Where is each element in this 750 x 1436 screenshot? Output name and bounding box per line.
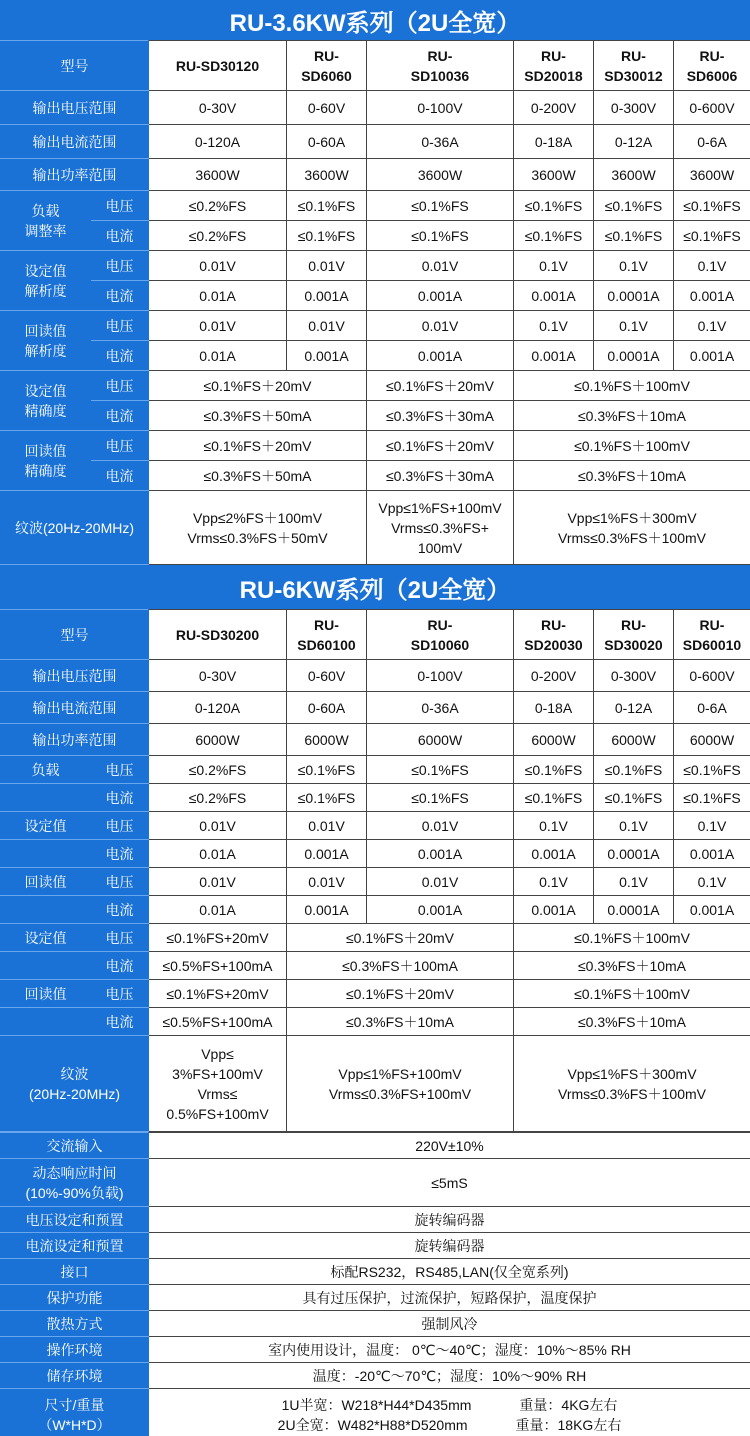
value-cell: ≤0.1%FS＋100mV bbox=[514, 980, 750, 1008]
value-cell: 0.1V bbox=[674, 251, 750, 281]
value-cell: 0-60V bbox=[287, 660, 367, 692]
value-cell: 0.01V bbox=[287, 868, 367, 896]
value-cell: 0.01V bbox=[149, 251, 287, 281]
group-label: 设定值 解析度 bbox=[1, 251, 91, 311]
value-cell: 0-60A bbox=[287, 125, 367, 159]
value-cell: ≤0.2%FS bbox=[149, 756, 287, 784]
value-cell: ≤0.1%FS+20mV bbox=[149, 924, 287, 952]
value-cell: 0.001A bbox=[674, 896, 750, 924]
value-cell: 0.01V bbox=[367, 251, 514, 281]
value-cell: 0.01A bbox=[149, 281, 287, 311]
sub-label: 电压 bbox=[91, 756, 149, 784]
size-weight-row bbox=[1, 1389, 750, 1436]
sub-label: 电压 bbox=[91, 868, 149, 896]
value-cell: Vpp≤2%FS＋100mV Vrms≤0.3%FS＋50mV bbox=[149, 491, 367, 565]
value-cell: ≤0.3%FS＋10mA bbox=[287, 1008, 514, 1036]
value-cell: ≤0.1%FS bbox=[594, 756, 674, 784]
common-row bbox=[1, 1285, 750, 1311]
value-cell: 0.01V bbox=[149, 812, 287, 840]
value-cell: 0-6A bbox=[674, 692, 750, 724]
sub-label: 电流 bbox=[91, 952, 149, 980]
half-dims: 1U半宽：W218*H44*D435mm bbox=[281, 1396, 472, 1413]
value-cell: ≤0.1%FS bbox=[594, 784, 674, 812]
value-cell: ≤0.1%FS bbox=[594, 221, 674, 251]
common-label: 交流输入 bbox=[1, 1133, 149, 1159]
group-label: 设定值 精确度 bbox=[1, 371, 91, 431]
common-spec-table bbox=[0, 1132, 750, 1436]
group-label: 回读值 精确度 bbox=[1, 431, 91, 491]
common-value: 温度：-20℃～70℃；湿度：10%～90% RH bbox=[149, 1363, 750, 1389]
value-cell: 0.01V bbox=[287, 311, 367, 341]
read-res-voltage-row bbox=[1, 311, 750, 341]
sub-label: 电流 bbox=[91, 281, 149, 311]
value-cell: 0.0001A bbox=[594, 840, 674, 868]
full-weight: 重量：18KG左右 bbox=[515, 1416, 622, 1433]
value-cell: 0-200V bbox=[514, 660, 594, 692]
current-range-row bbox=[1, 125, 750, 159]
model-cell: RU- SD10036 bbox=[367, 41, 514, 91]
group-label: 设定值 bbox=[1, 924, 91, 952]
value-cell: 6000W bbox=[594, 724, 674, 756]
model-label: 型号 bbox=[1, 41, 149, 91]
group-label-empty bbox=[1, 1008, 91, 1036]
value-cell: ≤0.1%FS bbox=[514, 756, 594, 784]
series-title-3.6kw: RU-3.6KW系列（2U全宽） bbox=[0, 0, 750, 40]
value-cell: 0-100V bbox=[367, 660, 514, 692]
size-label: 尺寸/重量 （W*H*D） bbox=[1, 1389, 149, 1436]
common-label: 电压设定和预置 bbox=[1, 1207, 149, 1233]
value-cell: 0-60A bbox=[287, 692, 367, 724]
load-reg-current-row bbox=[1, 784, 750, 812]
value-cell: 0-200V bbox=[514, 91, 594, 125]
common-value: 旋转编码器 bbox=[149, 1207, 750, 1233]
ripple-row bbox=[1, 491, 750, 565]
value-cell: Vpp≤1%FS+100mV Vrms≤0.3%FS+ 100mV bbox=[367, 491, 514, 565]
value-cell: 0-30V bbox=[149, 91, 287, 125]
value-cell: ≤0.1%FS bbox=[674, 221, 750, 251]
size-line-full bbox=[150, 1415, 749, 1435]
value-cell: ≤0.2%FS bbox=[149, 191, 287, 221]
set-acc-current-row bbox=[1, 952, 750, 980]
value-cell: ≤0.2%FS bbox=[149, 221, 287, 251]
sub-label: 电压 bbox=[91, 311, 149, 341]
value-cell: ≤0.1%FS＋100mV bbox=[514, 924, 750, 952]
value-cell: 3600W bbox=[367, 159, 514, 191]
value-cell: 0.001A bbox=[514, 341, 594, 371]
value-cell: 0.001A bbox=[287, 281, 367, 311]
model-row bbox=[1, 610, 750, 660]
value-cell: 0.001A bbox=[287, 896, 367, 924]
common-label: 储存环境 bbox=[1, 1363, 149, 1389]
model-cell: RU- SD10060 bbox=[367, 610, 514, 660]
model-cell: RU- SD60010 bbox=[674, 610, 750, 660]
sub-label: 电压 bbox=[91, 431, 149, 461]
row-label: 纹波 (20Hz-20MHz) bbox=[1, 1036, 149, 1132]
ripple-row bbox=[1, 1036, 750, 1132]
value-cell: ≤0.3%FS＋50mA bbox=[149, 401, 367, 431]
voltage-range-row bbox=[1, 660, 750, 692]
group-label: 负载 bbox=[1, 756, 91, 784]
sub-label: 电流 bbox=[91, 784, 149, 812]
group-label-empty bbox=[1, 952, 91, 980]
value-cell: Vpp≤1%FS＋300mV Vrms≤0.3%FS＋100mV bbox=[514, 1036, 750, 1132]
row-label: 输出功率范围 bbox=[1, 159, 149, 191]
group-label: 设定值 bbox=[1, 812, 91, 840]
common-label: 接口 bbox=[1, 1259, 149, 1285]
half-weight: 重量：4KG左右 bbox=[519, 1396, 618, 1413]
common-label: 保护功能 bbox=[1, 1285, 149, 1311]
value-cell: ≤0.1%FS＋20mV bbox=[367, 371, 514, 401]
row-label: 输出功率范围 bbox=[1, 724, 149, 756]
value-cell: ≤0.5%FS+100mA bbox=[149, 1008, 287, 1036]
size-value bbox=[149, 1389, 750, 1436]
read-res-current-row bbox=[1, 341, 750, 371]
value-cell: ≤0.1%FS＋20mV bbox=[367, 431, 514, 461]
row-label: 输出电流范围 bbox=[1, 125, 149, 159]
value-cell: ≤0.1%FS bbox=[674, 756, 750, 784]
value-cell: 0.1V bbox=[674, 868, 750, 896]
sub-label: 电压 bbox=[91, 191, 149, 221]
value-cell: ≤0.1%FS＋100mV bbox=[514, 431, 750, 461]
value-cell: 6000W bbox=[674, 724, 750, 756]
value-cell: 0-36A bbox=[367, 692, 514, 724]
row-label: 输出电流范围 bbox=[1, 692, 149, 724]
value-cell: ≤0.3%FS＋10mA bbox=[514, 1008, 750, 1036]
value-cell: ≤0.3%FS＋10mA bbox=[514, 952, 750, 980]
row-label: 输出电压范围 bbox=[1, 91, 149, 125]
model-cell: RU- SD6060 bbox=[287, 41, 367, 91]
sub-label: 电流 bbox=[91, 840, 149, 868]
row-label: 输出电压范围 bbox=[1, 660, 149, 692]
value-cell: 0.0001A bbox=[594, 341, 674, 371]
group-label: 负载 调整率 bbox=[1, 191, 91, 251]
value-cell: 0-12A bbox=[594, 692, 674, 724]
value-cell: 0.01V bbox=[367, 812, 514, 840]
value-cell: ≤0.1%FS bbox=[594, 191, 674, 221]
voltage-range-row bbox=[1, 91, 750, 125]
value-cell: 0-30V bbox=[149, 660, 287, 692]
common-label: 操作环境 bbox=[1, 1337, 149, 1363]
model-row bbox=[1, 41, 750, 91]
value-cell: ≤0.1%FS＋100mV bbox=[514, 371, 750, 401]
power-range-row bbox=[1, 724, 750, 756]
row-label: 纹波(20Hz-20MHz) bbox=[1, 491, 149, 565]
value-cell: 3600W bbox=[674, 159, 750, 191]
sub-label: 电流 bbox=[91, 221, 149, 251]
read-acc-voltage-row bbox=[1, 980, 750, 1008]
value-cell: ≤0.1%FS bbox=[367, 221, 514, 251]
value-cell: Vpp≤1%FS+100mV Vrms≤0.3%FS+100mV bbox=[287, 1036, 514, 1132]
current-range-row bbox=[1, 692, 750, 724]
common-row bbox=[1, 1337, 750, 1363]
common-value: 标配RS232，RS485,LAN(仅全宽系列) bbox=[149, 1259, 750, 1285]
value-cell: ≤0.1%FS＋20mV bbox=[287, 980, 514, 1008]
value-cell: ≤0.1%FS bbox=[287, 784, 367, 812]
power-range-row bbox=[1, 159, 750, 191]
size-line-half bbox=[150, 1395, 749, 1415]
value-cell: ≤0.3%FS＋30mA bbox=[367, 461, 514, 491]
value-cell: 0.001A bbox=[287, 341, 367, 371]
value-cell: 0-12A bbox=[594, 125, 674, 159]
value-cell: 0-18A bbox=[514, 692, 594, 724]
common-value: 强制风冷 bbox=[149, 1311, 750, 1337]
value-cell: ≤0.1%FS bbox=[287, 221, 367, 251]
value-cell: 0-100V bbox=[367, 91, 514, 125]
value-cell: ≤0.1%FS bbox=[287, 191, 367, 221]
model-cell: RU- SD30012 bbox=[594, 41, 674, 91]
value-cell: 0.001A bbox=[674, 341, 750, 371]
sub-label: 电压 bbox=[91, 251, 149, 281]
spec-table-6kw bbox=[0, 609, 750, 1132]
set-acc-voltage-row bbox=[1, 371, 750, 401]
value-cell: 0-18A bbox=[514, 125, 594, 159]
set-res-current-row bbox=[1, 840, 750, 868]
value-cell: ≤0.1%FS bbox=[287, 756, 367, 784]
value-cell: 0.001A bbox=[367, 281, 514, 311]
common-row bbox=[1, 1207, 750, 1233]
value-cell: 0.001A bbox=[367, 840, 514, 868]
value-cell: 0.1V bbox=[514, 311, 594, 341]
value-cell: 0.1V bbox=[514, 812, 594, 840]
common-row bbox=[1, 1159, 750, 1207]
sub-label: 电流 bbox=[91, 1008, 149, 1036]
value-cell: 0-6A bbox=[674, 125, 750, 159]
common-row bbox=[1, 1133, 750, 1159]
value-cell: ≤0.5%FS+100mA bbox=[149, 952, 287, 980]
value-cell: 6000W bbox=[367, 724, 514, 756]
value-cell: 0-60V bbox=[287, 91, 367, 125]
model-cell: RU- SD20018 bbox=[514, 41, 594, 91]
value-cell: ≤0.1%FS bbox=[367, 756, 514, 784]
common-value: 室内使用设计，温度： 0℃～40℃；湿度：10%～85% RH bbox=[149, 1337, 750, 1363]
value-cell: 0-300V bbox=[594, 660, 674, 692]
value-cell: 0-600V bbox=[674, 91, 750, 125]
value-cell: ≤0.3%FS＋30mA bbox=[367, 401, 514, 431]
value-cell: 0-120A bbox=[149, 692, 287, 724]
value-cell: 6000W bbox=[149, 724, 287, 756]
value-cell: 0.1V bbox=[594, 868, 674, 896]
value-cell: 0.01V bbox=[287, 251, 367, 281]
set-res-voltage-row bbox=[1, 251, 750, 281]
value-cell: ≤0.1%FS bbox=[514, 191, 594, 221]
value-cell: 0.001A bbox=[514, 896, 594, 924]
group-label-empty bbox=[1, 896, 91, 924]
value-cell: ≤0.1%FS bbox=[367, 784, 514, 812]
value-cell: 0.01V bbox=[149, 868, 287, 896]
common-row bbox=[1, 1233, 750, 1259]
sub-label: 电流 bbox=[91, 341, 149, 371]
value-cell: ≤0.1%FS bbox=[367, 191, 514, 221]
value-cell: 0.1V bbox=[674, 311, 750, 341]
read-acc-current-row bbox=[1, 461, 750, 491]
group-label: 回读值 bbox=[1, 980, 91, 1008]
sub-label: 电压 bbox=[91, 812, 149, 840]
value-cell: 0.1V bbox=[594, 251, 674, 281]
common-label: 动态响应时间 (10%-90%负载) bbox=[1, 1159, 149, 1207]
value-cell: 0.0001A bbox=[594, 281, 674, 311]
set-acc-voltage-row bbox=[1, 924, 750, 952]
value-cell: ≤0.1%FS＋20mV bbox=[287, 924, 514, 952]
value-cell: 0.01A bbox=[149, 341, 287, 371]
value-cell: ≤0.3%FS＋50mA bbox=[149, 461, 367, 491]
sub-label: 电压 bbox=[91, 371, 149, 401]
set-acc-current-row bbox=[1, 401, 750, 431]
value-cell: ≤0.1%FS＋20mV bbox=[149, 371, 367, 401]
value-cell: 0-120A bbox=[149, 125, 287, 159]
read-acc-voltage-row bbox=[1, 431, 750, 461]
value-cell: 0.01V bbox=[367, 311, 514, 341]
value-cell: 0.001A bbox=[674, 281, 750, 311]
value-cell: 0-36A bbox=[367, 125, 514, 159]
value-cell: 3600W bbox=[594, 159, 674, 191]
sub-label: 电流 bbox=[91, 461, 149, 491]
value-cell: 0.001A bbox=[367, 896, 514, 924]
model-cell: RU- SD20030 bbox=[514, 610, 594, 660]
spec-table-3.6kw bbox=[0, 40, 750, 565]
value-cell: ≤0.2%FS bbox=[149, 784, 287, 812]
model-cell: RU- SD60100 bbox=[287, 610, 367, 660]
read-res-voltage-row bbox=[1, 868, 750, 896]
common-value: 220V±10% bbox=[149, 1133, 750, 1159]
value-cell: 3600W bbox=[149, 159, 287, 191]
value-cell: 0.001A bbox=[287, 840, 367, 868]
value-cell: 0.01A bbox=[149, 840, 287, 868]
value-cell: ≤0.3%FS＋10mA bbox=[514, 461, 750, 491]
value-cell: 0.001A bbox=[674, 840, 750, 868]
sub-label: 电压 bbox=[91, 924, 149, 952]
sub-label: 电压 bbox=[91, 980, 149, 1008]
model-cell: RU-SD30200 bbox=[149, 610, 287, 660]
common-label: 散热方式 bbox=[1, 1311, 149, 1337]
value-cell: ≤0.1%FS bbox=[514, 221, 594, 251]
value-cell: 0.1V bbox=[674, 812, 750, 840]
value-cell: 0.001A bbox=[514, 281, 594, 311]
common-value: 旋转编码器 bbox=[149, 1233, 750, 1259]
load-reg-current-row bbox=[1, 221, 750, 251]
read-acc-current-row bbox=[1, 1008, 750, 1036]
value-cell: 3600W bbox=[287, 159, 367, 191]
value-cell: Vpp≤1%FS＋300mV Vrms≤0.3%FS＋100mV bbox=[514, 491, 750, 565]
value-cell: 0.01V bbox=[149, 311, 287, 341]
value-cell: 6000W bbox=[514, 724, 594, 756]
common-value: 具有过压保护，过流保护，短路保护，温度保护 bbox=[149, 1285, 750, 1311]
read-res-current-row bbox=[1, 896, 750, 924]
value-cell: 0.01V bbox=[367, 868, 514, 896]
model-label: 型号 bbox=[1, 610, 149, 660]
value-cell: 0.01A bbox=[149, 896, 287, 924]
value-cell: ≤0.1%FS bbox=[674, 784, 750, 812]
common-row bbox=[1, 1259, 750, 1285]
model-cell: RU-SD30120 bbox=[149, 41, 287, 91]
value-cell: 0.001A bbox=[514, 840, 594, 868]
group-label-empty bbox=[1, 840, 91, 868]
series-title-6kw: RU-6KW系列（2U全宽） bbox=[0, 565, 750, 609]
value-cell: 0-300V bbox=[594, 91, 674, 125]
value-cell: ≤0.1%FS+20mV bbox=[149, 980, 287, 1008]
full-dims: 2U全宽：W482*H88*D520mm bbox=[277, 1416, 468, 1433]
value-cell: ≤0.1%FS bbox=[514, 784, 594, 812]
value-cell: 0.01V bbox=[287, 812, 367, 840]
set-res-current-row bbox=[1, 281, 750, 311]
group-label: 回读值 解析度 bbox=[1, 311, 91, 371]
common-row bbox=[1, 1311, 750, 1337]
common-label: 电流设定和预置 bbox=[1, 1233, 149, 1259]
value-cell: 0.1V bbox=[594, 311, 674, 341]
model-cell: RU- SD30020 bbox=[594, 610, 674, 660]
value-cell: 6000W bbox=[287, 724, 367, 756]
load-reg-voltage-row bbox=[1, 756, 750, 784]
load-reg-voltage-row bbox=[1, 191, 750, 221]
value-cell: ≤0.3%FS＋10mA bbox=[514, 401, 750, 431]
value-cell: ≤0.1%FS＋20mV bbox=[149, 431, 367, 461]
value-cell: 0.1V bbox=[514, 868, 594, 896]
value-cell: 0.1V bbox=[514, 251, 594, 281]
value-cell: 0-600V bbox=[674, 660, 750, 692]
common-row bbox=[1, 1363, 750, 1389]
value-cell: ≤0.3%FS＋100mA bbox=[287, 952, 514, 980]
value-cell: 0.0001A bbox=[594, 896, 674, 924]
group-label-empty bbox=[1, 784, 91, 812]
set-res-voltage-row bbox=[1, 812, 750, 840]
group-label: 回读值 bbox=[1, 868, 91, 896]
model-cell: RU- SD6006 bbox=[674, 41, 750, 91]
sub-label: 电流 bbox=[91, 896, 149, 924]
sub-label: 电流 bbox=[91, 401, 149, 431]
common-value: ≤5mS bbox=[149, 1159, 750, 1207]
value-cell: 3600W bbox=[514, 159, 594, 191]
value-cell: 0.1V bbox=[594, 812, 674, 840]
value-cell: ≤0.1%FS bbox=[674, 191, 750, 221]
value-cell: 0.001A bbox=[367, 341, 514, 371]
value-cell: Vpp≤ 3%FS+100mV Vrms≤ 0.5%FS+100mV bbox=[149, 1036, 287, 1132]
